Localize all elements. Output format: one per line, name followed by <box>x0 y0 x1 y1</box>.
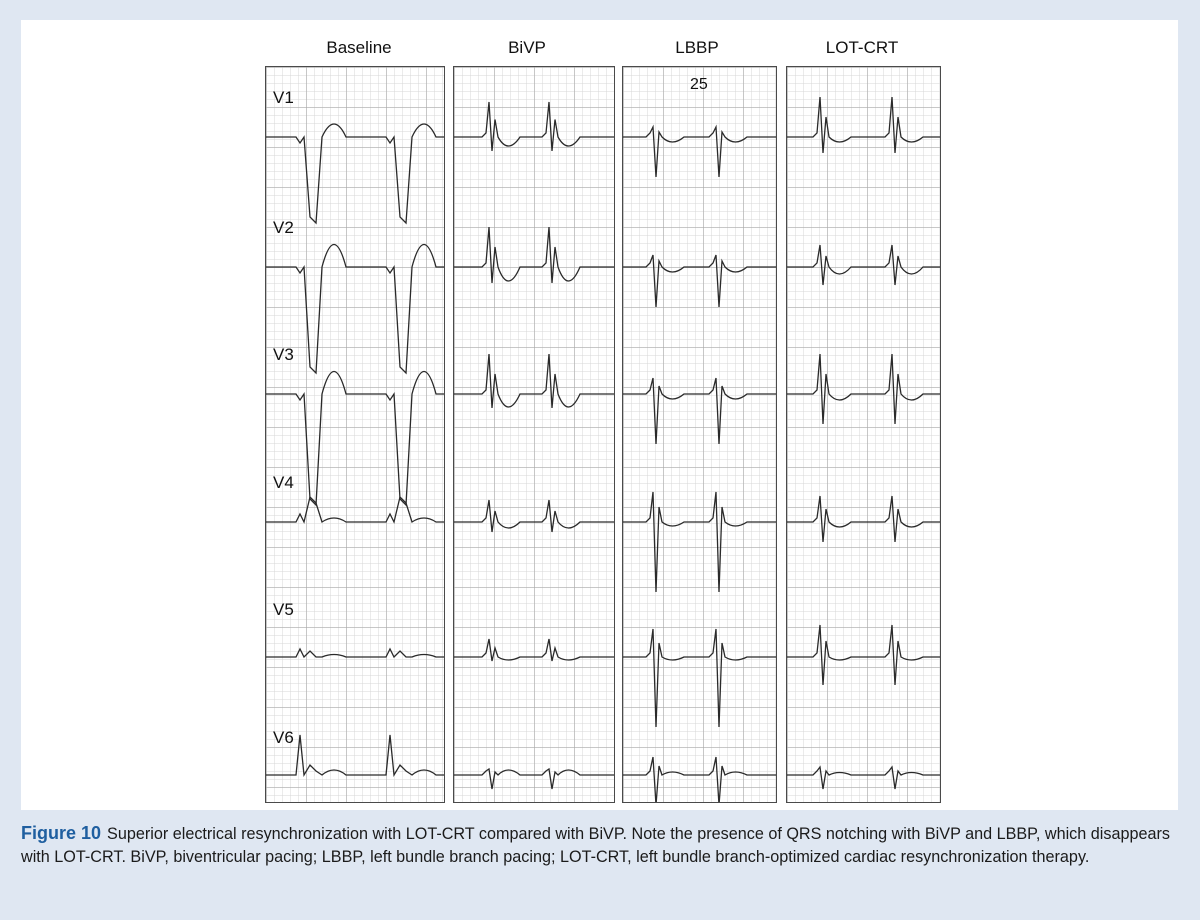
ecg-traces-lbbp <box>623 67 776 802</box>
ecg-trace-v2 <box>623 255 776 307</box>
ecg-trace-v3 <box>787 354 940 424</box>
lead-label-v6: V6 <box>273 728 294 747</box>
column-title-baseline: Baseline <box>326 38 392 57</box>
ecg-trace-v4 <box>266 497 444 522</box>
ecg-panel-bivp <box>453 66 615 803</box>
ecg-trace-v5 <box>266 649 444 657</box>
lbbp-marker-label: 25 <box>690 76 708 93</box>
ecg-trace-v6 <box>623 757 776 802</box>
column-title-lot-crt: LOT-CRT <box>825 38 899 57</box>
figure-caption <box>21 822 1181 868</box>
ecg-traces-lot-crt <box>787 67 940 802</box>
ecg-trace-v2 <box>454 227 614 283</box>
ecg-panel-baseline <box>265 66 445 803</box>
ecg-trace-v4 <box>787 496 940 542</box>
ecg-trace-v1 <box>454 102 614 151</box>
lead-label-v1: V1 <box>273 88 294 107</box>
ecg-trace-v3 <box>454 354 614 408</box>
lead-label-v2: V2 <box>273 218 294 237</box>
ecg-trace-v4 <box>454 500 614 532</box>
lead-label-v3: V3 <box>273 345 294 364</box>
ecg-trace-v6 <box>787 767 940 789</box>
ecg-trace-v3 <box>623 378 776 444</box>
lead-label-v4: V4 <box>273 473 294 492</box>
ecg-trace-v5 <box>454 639 614 661</box>
ecg-trace-v1 <box>623 127 776 177</box>
lead-label-v5: V5 <box>273 600 294 619</box>
caption-text: Superior electrical resynchronization with LOT-CRT compared with BiVP. Note the presence of QRS notching with BiVP and LBBP, which disappears with LOT-CRT. BiVP, biventricular pacing; LBBP, left bundle branch pacing; LOT-CRT, left bundle branch-optimized cardiac resynchronization therapy. <box>21 825 1170 866</box>
ecg-trace-v1 <box>266 124 444 223</box>
ecg-trace-v5 <box>623 629 776 727</box>
column-title-bivp: BiVP <box>508 38 546 57</box>
ecg-panel-lot-crt <box>786 66 941 803</box>
ecg-trace-v5 <box>787 625 940 685</box>
ecg-traces-baseline <box>266 67 444 802</box>
ecg-trace-v6 <box>454 769 614 789</box>
ecg-trace-v2 <box>787 245 940 285</box>
ecg-trace-v1 <box>787 97 940 153</box>
ecg-trace-v4 <box>623 492 776 592</box>
ecg-traces-bivp <box>454 67 614 802</box>
ecg-panel-lbbp <box>622 66 777 803</box>
figure-label: Figure 10 <box>21 823 102 843</box>
column-title-lbbp: LBBP <box>675 38 719 57</box>
